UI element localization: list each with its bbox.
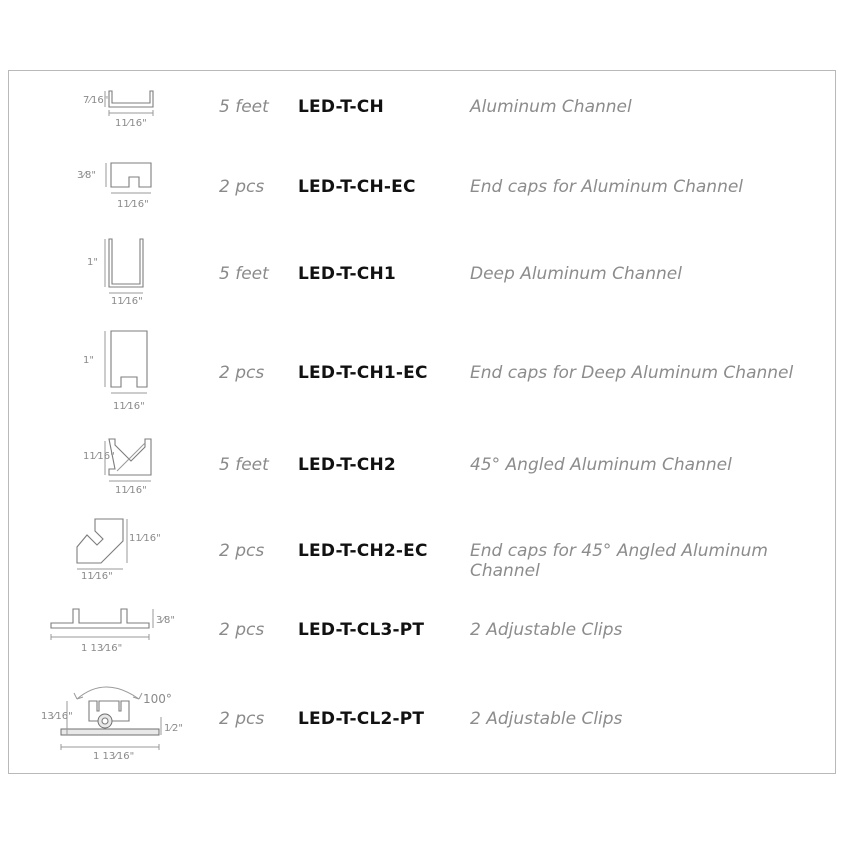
- description: Deep Aluminum Channel: [470, 264, 682, 284]
- table-row: [9, 455, 835, 485]
- description: End caps for Deep Aluminum Channel: [470, 363, 794, 383]
- quantity: 5 feet: [219, 97, 269, 117]
- part-number: LED-T-CH1: [298, 264, 396, 284]
- height-dimension: 11⁄16": [83, 451, 115, 462]
- description: Aluminum Channel: [470, 97, 632, 117]
- width-dimension: 11⁄16": [117, 199, 149, 210]
- width-dimension: 11⁄16": [113, 401, 145, 412]
- quantity: 2 pcs: [219, 709, 265, 729]
- height-dimension: 3⁄8": [156, 615, 175, 626]
- table-row: [9, 97, 835, 127]
- height-dimension: 1": [83, 355, 94, 366]
- product-table: [8, 70, 836, 774]
- height-dimension: 13⁄16": [41, 711, 73, 722]
- quantity: 2 pcs: [219, 541, 265, 561]
- part-number: LED-T-CH-EC: [298, 177, 416, 197]
- height-dimension: 1": [87, 257, 98, 268]
- quantity: 5 feet: [219, 264, 269, 284]
- quantity: 2 pcs: [219, 620, 265, 640]
- width-dimension: 11⁄16": [81, 571, 113, 582]
- base-height-dimension: 1⁄2": [164, 723, 183, 734]
- height-dimension: 3⁄8": [77, 170, 96, 181]
- table-row: [9, 620, 835, 650]
- table-row: [9, 264, 835, 294]
- height-dimension: 11⁄16": [129, 533, 161, 544]
- part-number: LED-T-CH2: [298, 455, 396, 475]
- part-number: LED-T-CL3-PT: [298, 620, 425, 640]
- table-row: [9, 177, 835, 207]
- width-dimension: 11⁄16": [115, 118, 147, 129]
- description: 45° Angled Aluminum Channel: [470, 455, 732, 475]
- table-row: [9, 363, 835, 393]
- part-number: LED-T-CH2-EC: [298, 541, 428, 561]
- width-dimension: 11⁄16": [111, 296, 143, 307]
- quantity: 2 pcs: [219, 177, 265, 197]
- height-dimension: 7⁄16": [83, 95, 109, 106]
- part-number: LED-T-CL2-PT: [298, 709, 425, 729]
- description: 2 Adjustable Clips: [470, 709, 623, 729]
- quantity: 5 feet: [219, 455, 269, 475]
- part-number: LED-T-CH: [298, 97, 384, 117]
- width-dimension: 1 13⁄16": [93, 751, 135, 762]
- angle-dimension: 100°: [143, 692, 172, 706]
- quantity: 2 pcs: [219, 363, 265, 383]
- width-dimension: 1 13⁄16": [81, 643, 123, 654]
- description: End caps for 45° Angled Aluminum Channel: [470, 541, 768, 581]
- width-dimension: 11⁄16": [115, 485, 147, 496]
- part-number: LED-T-CH1-EC: [298, 363, 428, 383]
- description: End caps for Aluminum Channel: [470, 177, 744, 197]
- table-row: [9, 709, 835, 739]
- description: 2 Adjustable Clips: [470, 620, 623, 640]
